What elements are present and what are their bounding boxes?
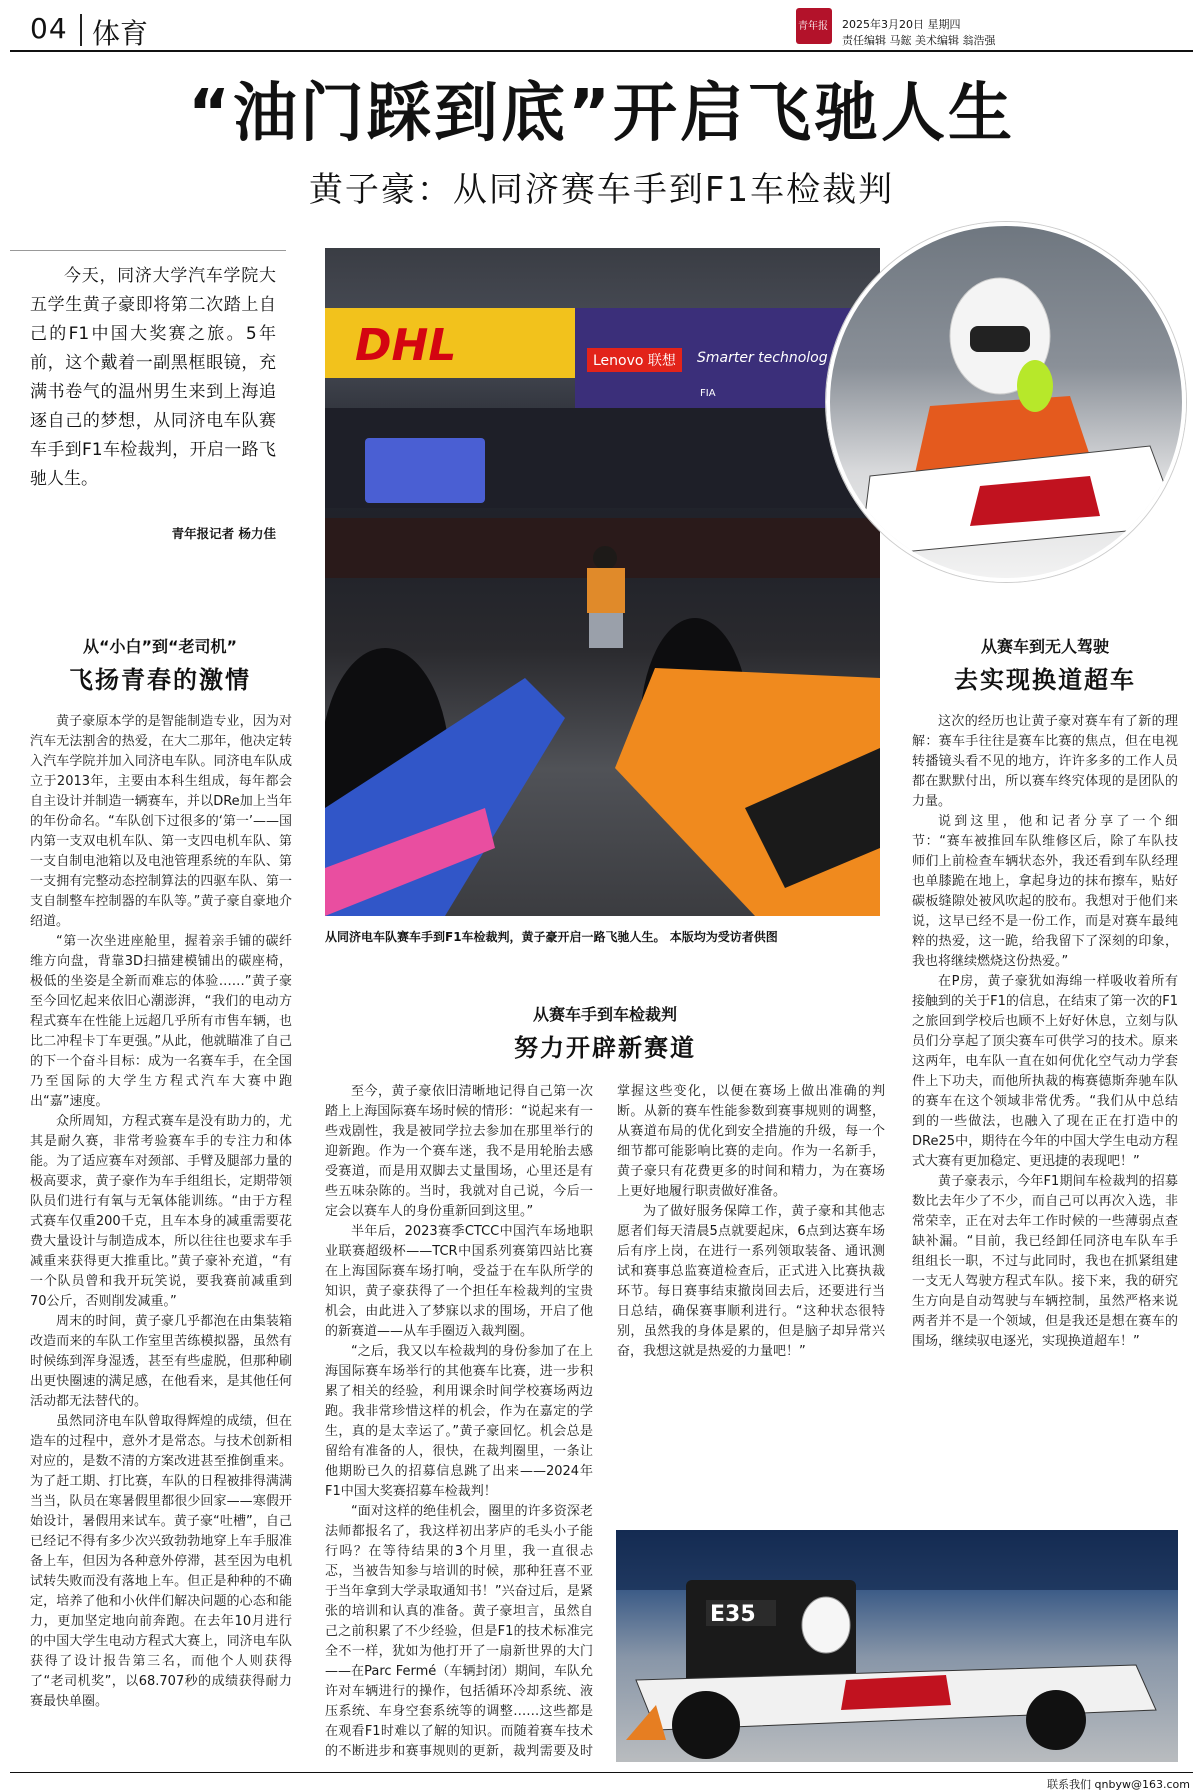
section-name: 体育	[92, 17, 149, 50]
section1-paragraph: 虽然同济电车队曾取得辉煌的成绩，但在造车的过程中，意外才是常态。与技术创新相对应的，是数不清的方案改进甚至推倒重来。为了赶工期、打比赛，车队的日程被排得满满当当，队员在寒暑假里都很少回家——寒假开始设计，暑假用来试车。黄子豪“吐槽”，自己已经记不得有多少次兴致勃勃地穿上车手服准备上车，但因为各种意外停滞，甚至因为电机试转失败而没有落地上车。但正是种种的不确定，培养了他和小伙伴们解决问题的心态和能力，更加坚定地向前奔跑。在去年10月进行的中国大学生电动方程式大赛上，同济电车队获得了设计报告第三名，而他个人则获得了“老司机奖”，以68.707秒的成绩获得耐力赛最快单圈。	[30, 1414, 292, 1709]
lead-text	[30, 262, 276, 494]
lenovo-sign: Lenovo 联想	[587, 348, 682, 372]
header-divider-vertical	[80, 14, 82, 46]
dhl-sign: DHL	[355, 320, 457, 371]
section1-paragraph: 黄子豪原本学的是智能制造专业，因为对汽车无法割舍的热爱，在大二那年，他决定转入汽车学院并加入同济电车队。同济电车队成立于2013年，主要由本科生组成，每年都会自主设计并制造一辆赛车，并以DRe加上当年的年份命名。“车队创下过很多的‘第一’——国内第一支双电机车队、第一支四电机车队、第一支自制电池箱以及电池管理系统的车队、第一支拥有完整动态控制算法的四驱车队、第一支自制整车控制器的车队等。”黄子豪自豪地介绍道。	[30, 714, 292, 929]
header-rule	[10, 50, 1193, 52]
lead-rule	[10, 250, 286, 251]
car-number: E35	[710, 1602, 756, 1627]
section1-paragraph: 众所周知，方程式赛车是没有助力的，尤其是耐久赛，非常考验赛车手的专注力和体能。为了适应赛车对颈部、手臂及腿部力量的极高要求，黄子豪作为车手组组长，定期带领队员们进行有氧与无氧体能训练。“由于方程式赛车仅重200千克，且车本身的减重需要花费大量设计与制造成本，所以往往也要求车手减重来获得更大推重比。”黄子豪补充道，“有一个队员曾和我开玩笑说，要我赛前减重到70公斤，否则削发减重。”	[30, 1114, 292, 1309]
page-number: 04	[30, 12, 68, 45]
section1-paragraph: 周末的时间，黄子豪几乎都泡在由集装箱改造而来的车队工作室里苦练模拟器，虽然有时候练到浑身湿透，甚至有些虚脱，但那种刷出更快圈速的满足感，在他看来，是其他任何活动都无法替代的。	[30, 1314, 292, 1409]
helmet-photo-art	[830, 226, 1182, 578]
section2-title: 努力开辟新赛道	[514, 1033, 696, 1062]
section2-kicker: 从赛车手到车检裁判	[532, 1005, 677, 1024]
footer-contact: 联系我们 qnbyw@163.com	[1047, 1778, 1190, 1791]
main-photo	[325, 248, 880, 916]
headline: “油门踩到底”开启飞驰人生	[187, 77, 1016, 151]
newspaper-logo	[796, 8, 832, 44]
logo-text: 青年报	[798, 21, 828, 32]
editors: 责任编辑 马鋐 美术编辑 翁浩强	[842, 34, 996, 47]
section3-paragraph: 说到这里，他和记者分享了一个细节：“赛车被推回车队维修区后，除了车队技师们上前检查车辆状态外，我还看到车队经理也单膝跪在地上，拿起身边的抹布擦车，贴好碳板缝隙处被风吹起的胶布。我想对于他们来说，这早已经不是一份工作，而是对赛车最纯粹的热爱，这一跪，给我留下了深刻的印象，我也将继续燃烧这份热爱。”	[912, 814, 1178, 969]
subheadline: 黄子豪：从同济赛车手到F1车检裁判	[308, 170, 895, 210]
section3-title: 去实现换道超车	[954, 665, 1136, 694]
section3-paragraph: 这次的经历也让黄子豪对赛车有了新的理解：赛车手往往是赛车比赛的焦点，但在电视转播镜头看不见的地方，许许多多的工作人员都在默默付出，所以赛车终究体现的是团队的力量。	[912, 714, 1178, 809]
footer-rule	[10, 1772, 1193, 1773]
race-car-photo	[616, 1530, 1178, 1762]
section3-paragraph: 黄子豪表示，今年F1期间车检裁判的招募数比去年少了不少，而自己可以再次入选，非常荣幸，正在对去年工作时候的一些薄弱点查缺补漏。“目前，我已经卸任同济电车队车手组组长一职，不过与此同时，我也在抓紧组建一支无人驾驶方程式车队。接下来，我的研究生方向是自动驾驶与车辆控制，虽然严格来说两者并不是一个领域，但是我还是想在赛车的围场，继续驭电逐光，实现换道超车！”	[912, 1174, 1178, 1349]
section1-title: 飞扬青春的激情	[69, 665, 251, 694]
section3-paragraph: 在P房，黄子豪犹如海绵一样吸收着所有接触到的关于F1的信息，在结束了第一次的F1之旅回到学校后也顾不上好好休息，立刻与队员们分享起了顶尖赛车可供学习的技术。原来这两年，电车队一直在如何优化空气动力学套件上下功夫，而他所执裁的梅赛德斯奔驰车队的赛车在这个领域非常优秀。“我们从中总结到的一些做法，也融入了现在正在打造中的DRe25中，期待在今年的中国大学生电动方程式大赛有更加稳定、更迅捷的表现吧！”	[912, 974, 1178, 1169]
byline: 青年报记者 杨力佳	[171, 526, 276, 541]
section1-kicker: 从“小白”到“老司机”	[82, 637, 238, 656]
section2-paragraph: “面对这样的绝佳机会，圈里的许多资深老法师都报名了，我这样初出茅庐的毛头小子能行吗？在等待结果的3个月里，我一直很忐忑，当被告知参与培训的时候，那种狂喜不亚于当年拿到大学录取通知书！”兴奋过后，是紧张的培训和认真的准备。黄子豪坦言，虽然自己之前积累了不少经验，但是F1的技术标准完全不一样，犹如为他打开了一扇新世界的大门——在Parc Fermé（车辆封闭）期间，车队允许对车辆进行的操作，包括循环冷却系统、液压系统、车身空套系统等的调整……这些都是在观看F1时难以了解的知识。而随着赛车技术的不断进步和赛事规则的更新，裁判需要及时掌握这些变化，以便在赛场上做出准确的判断。从新的赛车性能参数到赛事规则的调整，从赛道布局的优化到安全措施的升级，每一个细节都可能影响比赛的走向。作为一名新手，黄子豪只有花费更多的时间和精力，为在赛场上更好地履行职责做好准备。	[325, 1084, 885, 1759]
section1-body	[30, 712, 292, 1712]
lead-paragraph: 今天，同济大学汽车学院大五学生黄子豪即将第二次踏上自己的F1中国大奖赛之旅。5年前，这个戴着一副黑框眼镜，充满书卷气的温州男生来到上海追逐自己的梦想，从同济电车队赛车手到F1车检裁判，开启一路飞驰人生。	[30, 266, 276, 489]
section2-paragraph: 至今，黄子豪依旧清晰地记得自己第一次踏上上海国际赛车场时候的情形：“说起来有一些戏剧性，我是被同学拉去参加在那里举行的迎新跑。作为一个赛车迷，我不是用轮胎去感受赛道，而是用双脚去丈量围场，心里还是有些五味杂陈的。当时，我就对自己说，今后一定会以赛车人的身份重新回到这里。”	[325, 1084, 593, 1219]
section2-paragraph: “之后，我又以车检裁判的身份参加了在上海国际赛车场举行的其他赛车比赛，进一步积累了相关的经验，利用课余时间学校赛场两边跑。我非常珍惜这样的机会，作为在嘉定的学生，真的是太幸运了。”黄子豪回忆。机会总是留给有准备的人，很快，在裁判圈里，一条让他期盼已久的招募信息跳了出来——2024年F1中国大奖赛招募车检裁判！	[325, 1344, 593, 1499]
section1-paragraph: “第一次坐进座舱里，握着亲手铺的碳纤维方向盘，背靠3D扫描建模铺出的碳座椅，极低的坐姿是全新而难忘的体验……”黄子豪至今回忆起来依旧心潮澎湃，“我们的电动方程式赛车在性能上远超几乎所有市售车辆，也比二冲程卡丁车更强。”从此，他就瞄准了自己的下一个奋斗目标：成为一名赛车手，在全国乃至国际的大学生方程式汽车大赛中跑出“嘉”速度。	[30, 934, 292, 1109]
smarter-sign: Smarter technolog	[697, 350, 828, 366]
section2-paragraph: 为了做好服务保障工作，黄子豪和其他志愿者们每天清晨5点就要起床，6点到达赛车场后有序上岗，在进行一系列领取装备、通讯测试和赛事总监赛道检查后，正式进入比赛执裁环节。每日赛事结束撤岗回去后，还要进行当日总结，确保赛事顺利进行。“这种状态很特别，虽然我的身体是累的，但是脑子却异常兴奋，我想这就是热爱的力量吧！”	[617, 1204, 885, 1359]
section3-kicker: 从赛车到无人驾驶	[980, 637, 1109, 656]
helmet-photo	[826, 222, 1186, 582]
main-photo-caption: 从同济电车队赛车手到F1车检裁判，黄子豪开启一路飞驰人生。 本版均为受访者供图	[325, 930, 778, 944]
race-car-art	[616, 1530, 1178, 1762]
section2-paragraph: 半年后，2023赛季CTCC中国汽车场地职业联赛超级杯——TCR中国系列赛第四站比赛在上海国际赛车场打响，受益于在车队所学的知识，黄子豪获得了一个担任车检裁判的宝贵机会，由此进入了梦寐以求的围场，开启了他的新赛道——从车手圈迈入裁判圈。	[325, 1224, 593, 1339]
fia-sign: FIA	[700, 388, 716, 399]
issue-date: 2025年3月20日 星期四	[842, 18, 961, 31]
section3-body	[912, 712, 1178, 1352]
